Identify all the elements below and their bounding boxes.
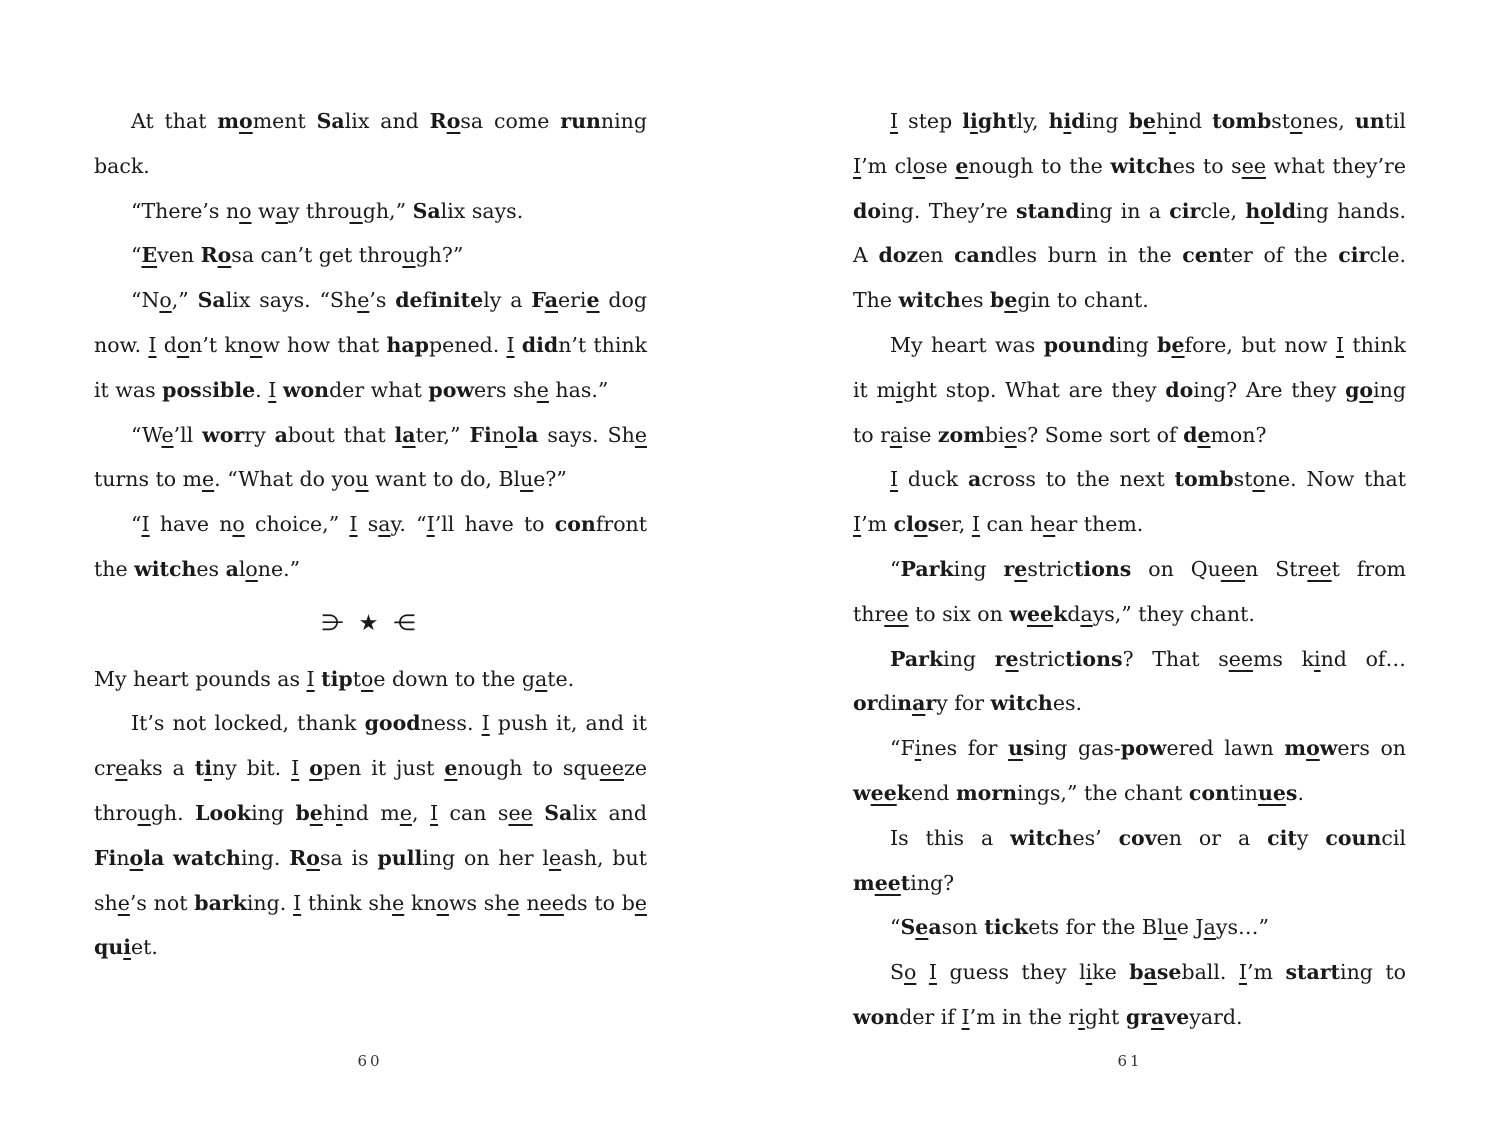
paragraph: “Fines for using gas-powered lawn mowers on weekend mornings,” the chant continues.	[853, 736, 1406, 805]
paragraph: “We’ll worry about that later,” Finola says. She turns to me. “What do you want to do, Blue?”	[94, 422, 647, 492]
paragraph: My heart was pounding before, but now I think it might stop. What are they doing? Are they going to raise zombies? Some sort of demon?	[853, 332, 1406, 447]
paragraph: My heart pounds as I tiptoe down to the gate.	[94, 666, 575, 691]
page-number-left: 60	[357, 1052, 383, 1070]
paragraph: “There’s no way through,” Salix says.	[131, 198, 524, 223]
right-page-paragraphs	[853, 99, 1406, 1040]
paragraph: I step lightly, hiding behind tombstones, until I’m close enough to the witches to see what they’re doing. They’re standing in a circle, holding hands. A dozen candles burn in the center of the circle. The witches begin to chant.	[853, 109, 1406, 313]
left-page-paragraphs-after	[94, 657, 647, 971]
paragraph: “No,” Salix says. “She’s definitely a Faerie dog now. I don’t know how that happened. I didn’t think it was possible. I wonder what powers she has.”	[94, 288, 647, 402]
left-page	[94, 99, 647, 970]
paragraph: At that moment Salix and Rosa come running back.	[94, 109, 647, 178]
paragraph: Is this a witches’ coven or a city council meeting?	[853, 825, 1406, 895]
paragraph: I duck across to the next tombstone. Now that I’m closer, I can hear them.	[853, 467, 1406, 537]
paragraph: “Parking restrictions on Queen Street from three to six on weekdays,” they chant.	[853, 556, 1406, 626]
scene-break-ornament: ⋺ ★ ⋲	[321, 610, 420, 636]
page-number-right: 61	[1117, 1052, 1143, 1070]
paragraph: So I guess they like baseball. I’m starting to wonder if I’m in the right graveyard.	[853, 960, 1406, 1029]
paragraph: “Season tickets for the Blue Jays…”	[890, 915, 1269, 940]
paragraph: It’s not locked, thank goodness. I push it, and it creaks a tiny bit. I open it just enough to squeeze through. Looking behind me, I can see Salix and Finola watching. Rosa is pulling on her leash, but she’s not barking. I think she knows she needs to be quiet.	[94, 711, 647, 960]
left-page-paragraphs-before	[94, 99, 647, 592]
paragraph: “I have no choice,” I say. “I’ll have to confront the witches alone.”	[94, 512, 647, 581]
right-page	[853, 99, 1406, 1040]
paragraph: Parking restrictions? That seems kind of… ordinary for witches.	[853, 646, 1406, 716]
paragraph: “Even Rosa can’t get through?”	[131, 243, 464, 268]
